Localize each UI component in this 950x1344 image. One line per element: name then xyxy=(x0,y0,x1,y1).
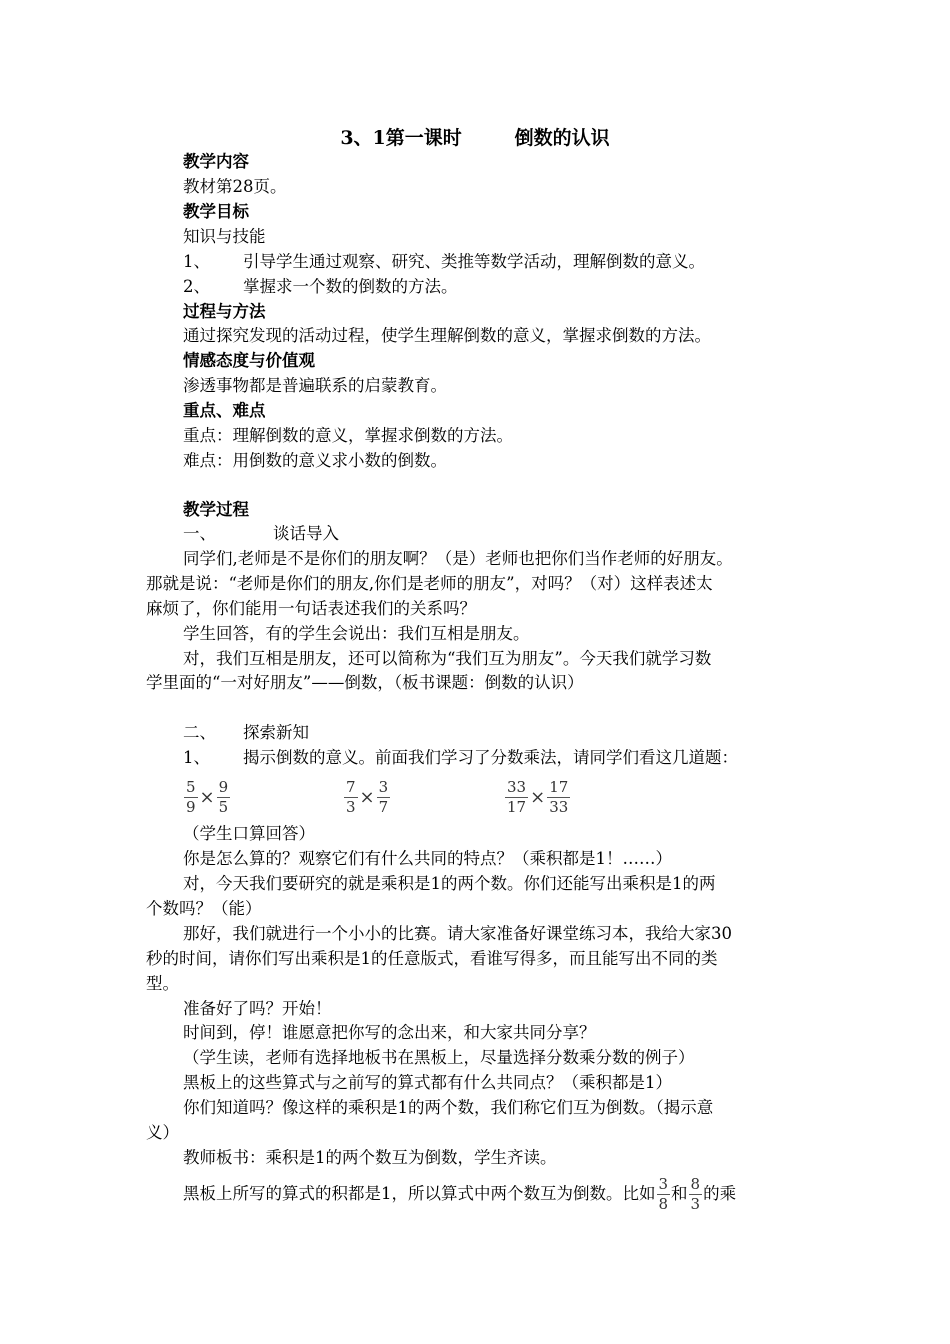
fraction: $\frac{8}{3}$ xyxy=(690,1175,701,1213)
line-game-2: 秒的时间，请你们写出乘积是1的任意版式，看谁写得多，而且能写出不同的类 xyxy=(146,949,718,968)
paragraph-intro-line-3: 麻烦了，你们能用一句话表述我们的关系吗？ xyxy=(146,599,476,618)
fraction: $\frac{9}{5}$ xyxy=(218,777,229,816)
page-title: 3、1第一课时 倒数的认识 xyxy=(340,127,610,149)
multiply-sign: × xyxy=(199,786,215,808)
fraction: $\frac{3}{7}$ xyxy=(378,777,389,816)
heading-content: 教学内容 xyxy=(183,152,249,171)
line-common-point: 黑板上的这些算式与之前写的算式都有什么共同点？（乘积都是1） xyxy=(183,1073,672,1092)
line-students-read: （学生读，老师有选择地板书在黑板上，尽量选择分数乘分数的例子） xyxy=(183,1048,695,1067)
line-today-2: 个数吗？（能） xyxy=(146,899,262,918)
multiply-sign: × xyxy=(359,786,375,808)
line-oral-answer: （学生口算回答） xyxy=(183,824,315,843)
line-last-text: 黑板上所写的算式的积都是1，所以算式中两个数互为倒数。比如 xyxy=(183,1184,656,1203)
heading-process: 过程与方法 xyxy=(183,302,266,321)
expression-2 xyxy=(343,774,391,820)
line-today-1: 对，今天我们要研究的就是乘积是1的两个数。你们还能写出乘积是1的两 xyxy=(183,874,716,893)
paragraph-topic-line-2: 学里面的“一对好朋友”——倒数，（板书课题：倒数的认识） xyxy=(146,673,584,692)
item-1-text: 揭示倒数的意义。前面我们学习了分数乘法，请同学们看这几道题： xyxy=(243,748,738,767)
paragraph-topic-line-1: 对，我们互相是朋友，还可以简称为“我们互为朋友”。今天我们就学习数 xyxy=(183,649,712,668)
goal-2-number: 2、 xyxy=(183,277,210,296)
goal-1-number: 1、 xyxy=(183,252,210,271)
line-know-2: 义） xyxy=(146,1123,179,1142)
goal-1 xyxy=(183,250,851,274)
fraction: $\frac{3}{8}$ xyxy=(658,1175,669,1213)
line-game-1: 那好，我们就进行一个小小的比赛。请大家准备好课堂练习本，我给大家30 xyxy=(183,924,732,943)
line-last-and: 和 xyxy=(671,1184,688,1203)
part-1-heading xyxy=(183,522,851,546)
emotion-text: 渗透事物都是普遍联系的启蒙教育。 xyxy=(183,376,447,395)
expression-3 xyxy=(504,774,571,820)
goal-2 xyxy=(183,275,851,299)
goal-1-text: 引导学生通过观察、研究、类推等数学活动，理解倒数的意义。 xyxy=(243,252,705,271)
heading-goals: 教学目标 xyxy=(183,202,249,221)
line-board: 教师板书：乘积是1的两个数互为倒数，学生齐读。 xyxy=(183,1148,557,1167)
heading-key-points: 重点、难点 xyxy=(183,401,266,420)
part-1-title: 谈话导入 xyxy=(273,524,339,543)
line-know-1: 你们知道吗？像这样的乘积是1的两个数，我们称它们互为倒数。（揭示意 xyxy=(183,1098,714,1117)
paragraph-intro-line-1: 同学们,老师是不是你们的朋友啊？（是）老师也把你们当作老师的好朋友。 xyxy=(183,549,733,568)
line-game-3: 型。 xyxy=(146,974,179,993)
difficult-point-text: 难点：用倒数的意义求小数的倒数。 xyxy=(183,451,447,470)
paragraph-intro-line-2: 那就是说：“老师是你们的朋友,你们是老师的朋友”，对吗？（对）这样表述太 xyxy=(146,574,713,593)
part-2-number: 二、 xyxy=(183,723,216,742)
multiply-sign: × xyxy=(530,786,546,808)
heading-emotion: 情感态度与价值观 xyxy=(183,351,315,370)
fraction: $\frac{33}{17}$ xyxy=(507,777,527,816)
fraction: $\frac{7}{3}$ xyxy=(346,777,356,816)
line-how: 你是怎么算的？观察它们有什么共同的特点？（乘积都是1！……） xyxy=(183,849,672,868)
process-text: 通过探究发现的活动过程，使学生理解倒数的意义，掌握求倒数的方法。 xyxy=(183,326,711,345)
part-2-title: 探索新知 xyxy=(243,723,309,742)
part-2-heading xyxy=(183,721,851,745)
line-last xyxy=(183,1172,851,1216)
line-last-tail: 的乘 xyxy=(703,1184,737,1203)
item-1-number: 1、 xyxy=(183,748,210,767)
heading-teaching-process: 教学过程 xyxy=(183,500,249,519)
line-ready: 准备好了吗？开始！ xyxy=(183,999,332,1018)
paragraph-student-answer: 学生回答，有的学生会说出：我们互相是朋友。 xyxy=(183,624,530,643)
content-text: 教材第28页。 xyxy=(183,177,287,196)
item-1 xyxy=(183,746,851,770)
fraction: $\frac{17}{33}$ xyxy=(549,777,569,816)
goal-2-text: 掌握求一个数的倒数的方法。 xyxy=(243,277,458,296)
expression-1 xyxy=(183,774,231,820)
key-point-text: 重点：理解倒数的意义，掌握求倒数的方法。 xyxy=(183,426,513,445)
fraction: $\frac{5}{9}$ xyxy=(186,777,196,816)
line-stop: 时间到，停！谁愿意把你写的念出来，和大家共同分享？ xyxy=(183,1023,596,1042)
part-1-number: 一、 xyxy=(183,524,216,543)
knowledge-label: 知识与技能 xyxy=(183,227,266,246)
